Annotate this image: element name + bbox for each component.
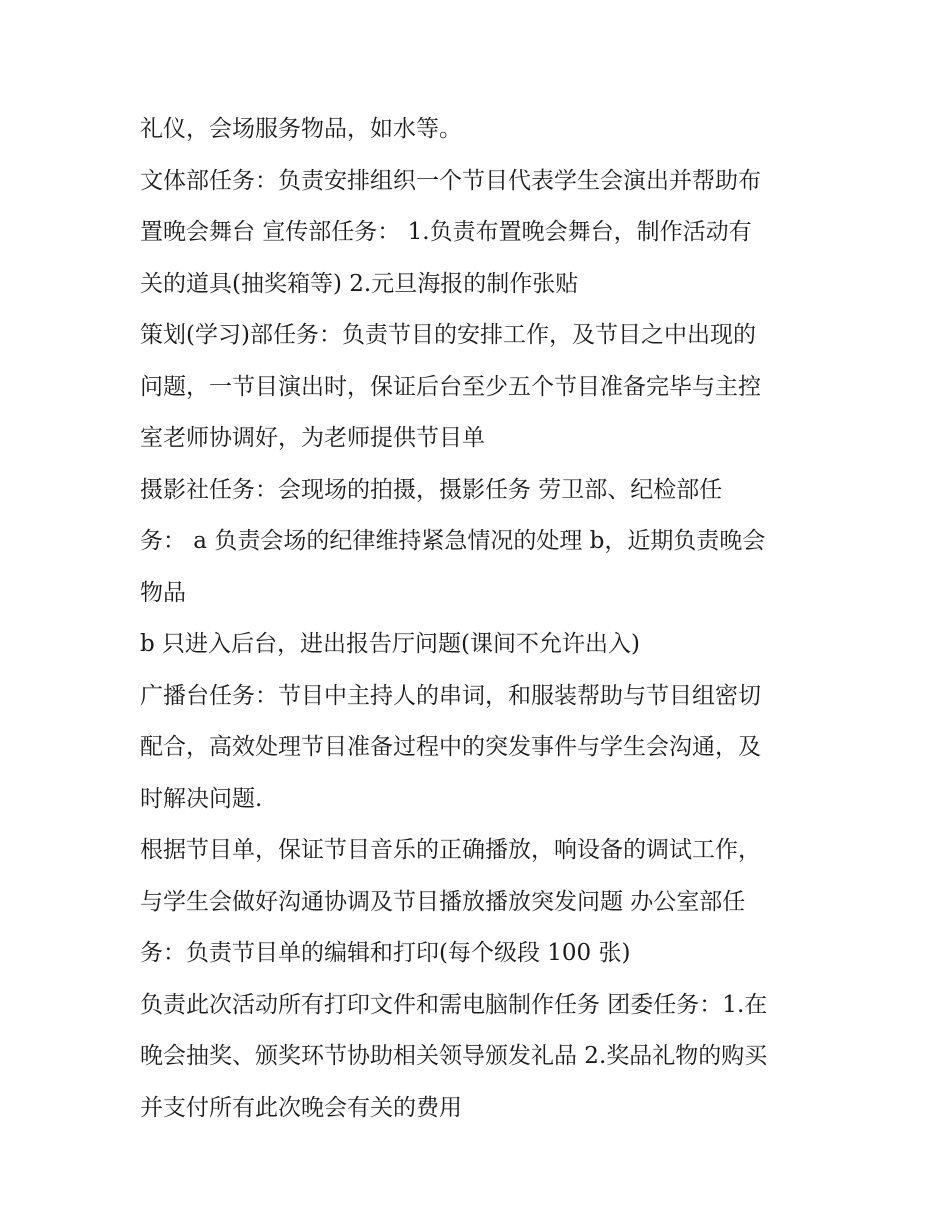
text-line: 负责此次活动所有打印文件和需电脑制作任务 团委任务：1.在 [140,991,768,1018]
text-line: 礼仪，会场服务物品，如水等。 [140,116,462,142]
text-line: 关的道具(抽奖箱等) 2.元旦海报的制作张贴 [140,270,579,297]
text-line: 问题，一节目演出时，保证后台至少五个节目准备完毕与主控 [140,373,761,400]
text-line: 时解决问题. [140,785,263,812]
text-line: 摄影社任务：会现场的拍摄，摄影任务 劳卫部、纪检部任 [140,476,723,503]
text-line: 置晚会舞台 宣传部任务： 1.负责布置晚会舞台，制作活动有 [140,219,752,245]
text-line: 并支付所有此次晚会有关的费用 [140,1094,462,1121]
text-line: 物品 [140,579,186,606]
text-line: 配合，高效处理节目准备过程中的突发事件与学生会沟通，及 [140,734,761,760]
text-line: 务：负责节目单的编辑和打印(每个级段 100 张) [140,940,631,966]
text-line: b 只进入后台，进出报告厅问题(课间不允许出入) [140,631,640,657]
text-line: 策划(学习)部任务：负责节目的安排工作，及节目之中出现的 [140,322,756,348]
text-line: 文体部任务：负责安排组织一个节目代表学生会演出并帮助布 [140,167,761,194]
text-line: 务： a 负责会场的纪律维持紧急情况的处理 b，近期负责晚会 [140,528,766,554]
text-line: 与学生会做好沟通协调及节目播放播放突发问题 办公室部任 [140,888,746,915]
text-line: 晚会抽奖、颁奖环节协助相关领导颁发礼品 2.奖品礼物的购买 [140,1043,768,1069]
text-line: 根据节目单，保证节目音乐的正确播放，响设备的调试工作， [140,837,761,863]
text-line: 室老师协调好，为老师提供节目单 [140,425,485,451]
text-line: 广播台任务：节目中主持人的串词，和服装帮助与节目组密切 [140,682,761,709]
document-body [140,104,820,1134]
